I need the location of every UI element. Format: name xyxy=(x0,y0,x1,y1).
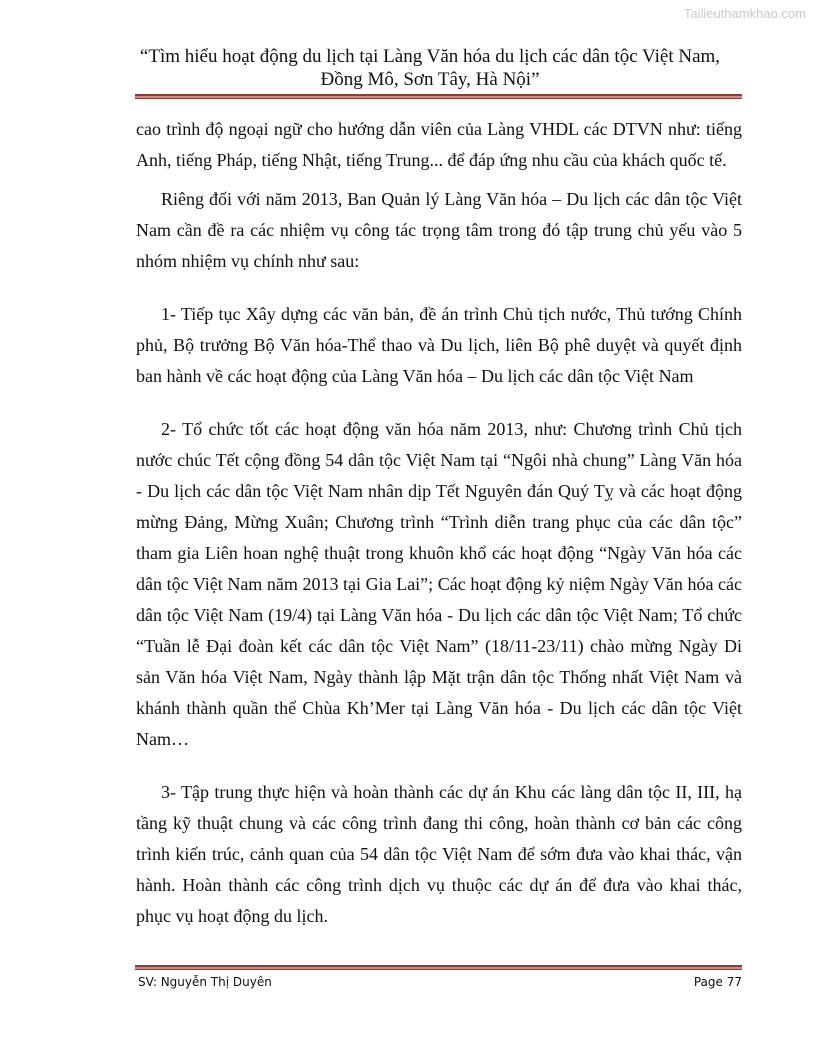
paragraph-5: 3- Tập trung thực hiện và hoàn thành các dự án Khu các làng dân tộc II, III, hạ tầng kỹ thuật chung và các công trình đang thi công, hoàn thành cơ bản các công trình kiến trúc, cảnh quan của 54 dân tộc Việt Nam để sớm đưa vào khai thác, vận hành. Hoàn thành các công trình dịch vụ thuộc các dự án để đưa vào khai thác, phục vụ hoạt động du lịch. xyxy=(136,782,742,926)
page-footer xyxy=(138,975,742,989)
paragraph-2: Riêng đối với năm 2013, Ban Quản lý Làng Văn hóa – Du lịch các dân tộc Việt Nam cần đề ra các nhiệm vụ công tác trọng tâm trong đó tập trung chủ yếu vào 5 nhóm nhiệm vụ chính như sau: xyxy=(136,189,742,271)
watermark: Tailieuthamkhao.com xyxy=(683,6,806,21)
header-divider xyxy=(135,94,742,99)
footer-student-name: SV: Nguyễn Thị Duyên xyxy=(138,975,272,989)
footer-page-number: Page 77 xyxy=(693,975,742,989)
header-title-line-1: “Tìm hiểu hoạt động du lịch tại Làng Văn hóa du lịch các dân tộc Việt Nam, xyxy=(139,46,721,67)
paragraph-4: 2- Tổ chức tốt các hoạt động văn hóa năm 2013, như: Chương trình Chủ tịch nước chúc Tết cộng đồng 54 dân tộc Việt Nam tại “Ngôi nhà chung” Làng Văn hóa - Du lịch các dân tộc Việt Nam nhân dịp Tết Nguyên đán Quý Tỵ và các hoạt động mừng Đảng, Mừng Xuân; Chương trình “Trình diễn trang phục của các dân tộc” tham gia Liên hoan nghệ thuật trong khuôn khổ các hoạt động “Ngày Văn hóa các dân tộc Việt Nam năm 2013 tại Gia Lai”; Các hoạt động kỷ niệm Ngày Văn hóa các dân tộc Việt Nam (19/4) tại Làng Văn hóa - Du lịch các dân tộc Việt Nam; Tổ chức “Tuần lễ Đại đoàn kết các dân tộc Việt Nam” (18/11-23/11) chào mừng Ngày Di sản Văn hóa Việt Nam, Ngày thành lập Mặt trận dân tộc Thống nhất Việt Nam và khánh thành quần thể Chùa Kh’Mer tại Làng Văn hóa - Du lịch các dân tộc Việt Nam… xyxy=(136,419,742,749)
paragraph-3: 1- Tiếp tục Xây dựng các văn bản, đề án trình Chủ tịch nước, Thủ tướng Chính phủ, Bộ trưởng Bộ Văn hóa-Thể thao và Du lịch, liên Bộ phê duyệt và quyết định ban hành về các hoạt động của Làng Văn hóa – Du lịch các dân tộc Việt Nam xyxy=(136,304,742,386)
paragraph-1: cao trình độ ngoại ngữ cho hướng dẫn viên của Làng VHDL các DTVN như: tiếng Anh, tiếng Pháp, tiếng Nhật, tiếng Trung... để đáp ứng nhu cầu của khách quốc tế. xyxy=(136,119,742,170)
footer-divider xyxy=(135,965,742,970)
document-body xyxy=(136,114,742,932)
page-header-title xyxy=(120,45,740,91)
header-title-line-2: Đồng Mô, Sơn Tây, Hà Nội” xyxy=(320,69,540,90)
